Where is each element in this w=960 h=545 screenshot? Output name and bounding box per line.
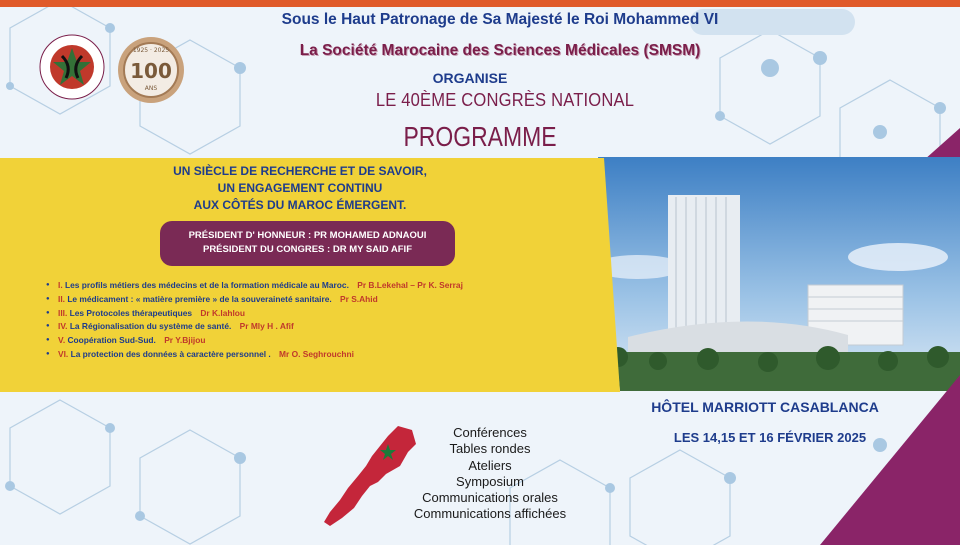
centenary-100-logo <box>116 35 186 105</box>
presidents-box <box>160 221 455 266</box>
honorary-president: PRÉSIDENT D' HONNEUR : PR MOHAMED ADNAOUI <box>188 230 427 241</box>
list-item: ● I. Les profils métiers des médecins et de la formation médicale au Maroc. Pr B.Lekehal – Pr K. Serraj <box>46 279 606 293</box>
activity-item: Symposium <box>456 473 524 489</box>
congress-president: PRÉSIDENT DU CONGRES : DR MY SAID AFIF <box>202 244 412 255</box>
organise-label: ORGANISE <box>432 70 508 86</box>
society-emblem-logo <box>38 32 106 102</box>
activity-item: Communications orales <box>422 490 558 506</box>
tagline-line-2: UN ENGAGEMENT CONTINU <box>217 181 383 195</box>
list-item: ● II. Le médicament : « matière première » de la souveraineté sanitaire. Pr S.Ahid <box>46 293 606 307</box>
list-item: ● IV. La Régionalisation du système de santé. Pr Mly H . Afif <box>46 320 606 334</box>
congress-tagline <box>150 163 450 214</box>
event-dates: LES 14,15 ET 16 FÉVRIER 2025 <box>673 430 867 445</box>
activity-item: Communications affichées <box>413 506 567 522</box>
programme-title: PROGRAMME <box>403 121 557 152</box>
activity-item: Ateliers <box>468 457 512 473</box>
list-item: ● VI. La protection des données à caractère personnel . Mr O. Seghrouchni <box>46 348 606 362</box>
activity-item: Tables rondes <box>449 441 531 457</box>
activity-item: Conférences <box>453 425 527 440</box>
purple-triangle-bottom-decoration <box>820 375 960 545</box>
centenary-number-text: 100 <box>130 59 172 83</box>
scientific-topics-list <box>46 279 606 362</box>
venue-hotel: HÔTEL MARRIOTT CASABLANCA <box>651 399 879 415</box>
hotel-building-photo <box>598 157 960 391</box>
society-name-heading: La Société Marocaine des Sciences Médicales (SMSM) <box>299 42 701 59</box>
royal-patronage-heading: Sous le Haut Patronage de Sa Majesté le Roi Mohammed VI <box>281 11 719 28</box>
tagline-line-1: UN SIÈCLE DE RECHERCHE ET DE SAVOIR, <box>173 164 427 178</box>
top-accent-bar <box>0 0 960 7</box>
centenary-years-text: 1925 · 2025 <box>132 47 170 54</box>
list-item: ● III. Les Protocoles thérapeutiques Dr K.lahlou <box>46 307 606 321</box>
congress-title: LE 40ÈME CONGRÈS NATIONAL <box>375 90 635 110</box>
list-item: ● V. Coopération Sud-Sud. Pr Y.Bjijou <box>46 334 606 348</box>
activities-list <box>380 425 600 523</box>
centenary-ans-text: ANS <box>144 85 158 92</box>
tagline-line-3: AUX CÔTÉS DU MAROC ÉMERGENT. <box>193 198 407 212</box>
